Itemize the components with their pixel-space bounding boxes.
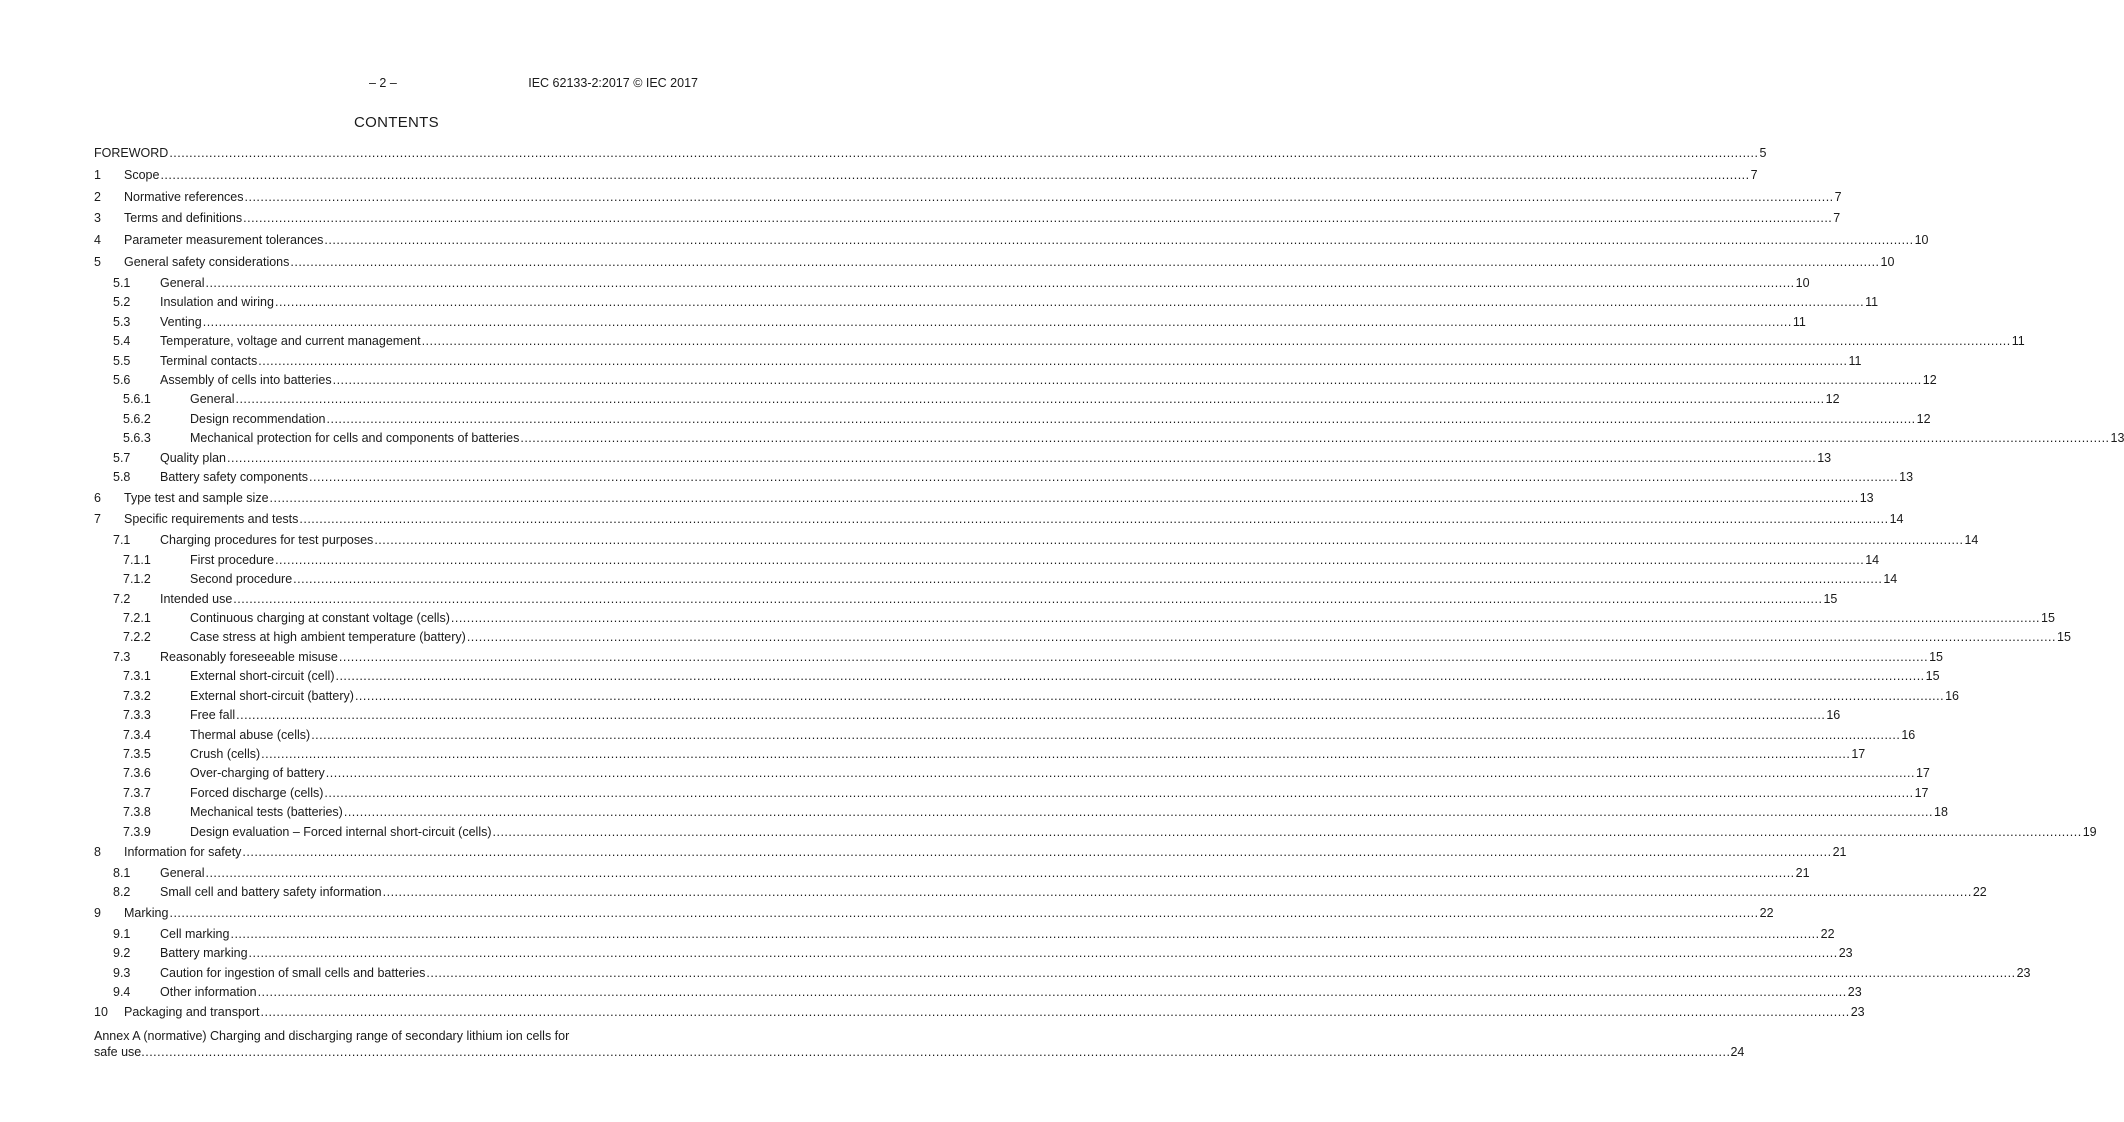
toc-entry-title: Scope — [124, 165, 160, 187]
toc-entry-title: Specific requirements and tests — [124, 509, 299, 531]
toc-entry-page: 11 — [1792, 314, 1806, 329]
dot-leader: ................................................................................................................................................................................................................................................................................................................................................................................................................ — [205, 275, 1795, 290]
toc-entry-number: 9.4 — [113, 984, 131, 999]
dot-leader: ................................................................................................................................................................................................................................................................................................................................................................................................................ — [233, 591, 1823, 606]
dot-leader: ................................................................................................................................................................................................................................................................................................................................................................................................................ — [335, 669, 1925, 684]
toc-entry[interactable] — [94, 551, 1880, 570]
toc-entry[interactable] — [94, 803, 1948, 822]
toc-entry-number: 7 — [94, 512, 101, 527]
toc-entry[interactable] — [94, 313, 1806, 332]
toc-entry-page: 17 — [1914, 785, 1929, 800]
toc-entry[interactable] — [94, 509, 1904, 531]
toc-entry-page: 7 — [1834, 189, 1842, 204]
toc-entry-title: Terminal contacts — [160, 352, 258, 371]
toc-entry-number: 5.3 — [113, 314, 131, 329]
toc-entry[interactable] — [94, 590, 1838, 609]
toc-entry[interactable] — [94, 964, 2031, 983]
table-of-contents — [94, 143, 2124, 1060]
toc-entry-title: Mechanical protection for cells and components of batteries — [190, 429, 520, 448]
toc-entry-number: 9 — [94, 905, 101, 920]
toc-entry-number: 9.2 — [113, 946, 131, 961]
toc-entry-page: 23 — [1838, 946, 1853, 961]
dot-leader: ................................................................................................................................................................................................................................................................................................................................................................................................................ — [326, 411, 1916, 426]
toc-entry-page: 7 — [1750, 167, 1758, 182]
toc-entry-page: 12 — [1922, 372, 1937, 387]
toc-entry-number: 5.6.1 — [123, 392, 151, 407]
toc-entry[interactable] — [94, 371, 1937, 390]
toc-entry-title: Assembly of cells into batteries — [160, 371, 333, 390]
toc-entry-number: 1 — [94, 167, 101, 182]
toc-entry-number: 4 — [94, 233, 101, 248]
toc-entry-page: 14 — [1889, 512, 1904, 527]
toc-entry[interactable] — [94, 390, 1840, 409]
dot-leader: ................................................................................................................................................................................................................................................................................................................................................................................................................ — [421, 334, 2011, 349]
toc-entry-page: 12 — [1825, 392, 1840, 407]
toc-entry-page: 11 — [1848, 353, 1862, 368]
toc-entry-title: Marking — [124, 903, 169, 925]
toc-entry-title: Normative references — [124, 187, 245, 209]
dot-leader: ................................................................................................................................................................................................................................................................................................................................................................................................................ — [202, 314, 1792, 329]
toc-entry-page: 18 — [1934, 805, 1948, 820]
toc-entry[interactable] — [94, 143, 1767, 165]
dot-leader: ................................................................................................................................................................................................................................................................................................................................................................................................................ — [332, 372, 1922, 387]
toc-entry-title: General — [160, 864, 205, 883]
dot-leader: ................................................................................................................................................................................................................................................................................................................................................................................................................ — [244, 189, 1834, 204]
toc-entry-title: External short-circuit (battery) — [190, 687, 355, 706]
toc-entry-number: 5.5 — [113, 353, 131, 368]
toc-entry-title: Over-charging of battery — [190, 764, 326, 783]
dot-leader: ................................................................................................................................................................................................................................................................................................................................................................................................................ — [311, 727, 1901, 742]
toc-entry-page: 14 — [1964, 533, 1979, 548]
toc-entry-number: 5.6 — [113, 372, 131, 387]
toc-entry[interactable] — [94, 983, 1862, 1002]
toc-entry-title: Packaging and transport — [124, 1002, 261, 1024]
toc-entry-number: 7.3.5 — [123, 747, 151, 761]
annex-page: 24 — [1730, 1045, 1745, 1060]
toc-entry-title: Thermal abuse (cells) — [190, 726, 311, 745]
toc-entry-title: Cell marking — [160, 925, 230, 944]
toc-entry[interactable] — [94, 531, 1979, 550]
dot-leader: ................................................................................................................................................................................................................................................................................................................................................................................................................ — [343, 805, 1934, 820]
toc-entry-title: Information for safety — [124, 842, 242, 864]
toc-entry-title: Mechanical tests (batteries) — [190, 803, 344, 822]
toc-entry-page: 12 — [1916, 411, 1931, 426]
toc-entry-page: 10 — [1914, 233, 1929, 248]
toc-entry[interactable] — [94, 648, 1943, 667]
toc-entry-number: 7.2.1 — [123, 610, 151, 625]
dot-leader: ................................................................................................................................................................................................................................................................................................................................................................................................................ — [160, 167, 1750, 182]
toc-entry-number: 7.1 — [113, 533, 131, 548]
dot-leader: ................................................................................................................................................................................................................................................................................................................................................................................................................ — [450, 610, 2041, 625]
toc-entry-title: Design recommendation — [190, 410, 327, 429]
dot-leader: ................................................................................................................................................................................................................................................................................................................................................................................................................ — [354, 688, 1945, 703]
dot-leader: ................................................................................................................................................................................................................................................................................................................................................................................................................ — [248, 946, 1838, 961]
dot-leader: ................................................................................................................................................................................................................................................................................................................................................................................................................ — [205, 865, 1795, 880]
toc-entry-number: 5.4 — [113, 334, 131, 349]
toc-entry-page: 17 — [1851, 747, 1866, 761]
toc-entry-number: 9.3 — [113, 965, 131, 980]
toc-entry-title: Forced discharge (cells) — [190, 784, 324, 803]
toc-entry-number: 5.8 — [113, 470, 131, 485]
toc-entry[interactable] — [94, 706, 1841, 725]
dot-leader: ................................................................................................................................................................................................................................................................................................................................................................................................................ — [324, 785, 1914, 800]
toc-entry-title: Free fall — [190, 706, 236, 725]
toc-entry[interactable] — [94, 429, 2124, 448]
dot-leader: ................................................................................................................................................................................................................................................................................................................................................................................................................ — [235, 392, 1825, 407]
dot-leader: ................................................................................................................................................................................................................................................................................................................................................................................................................ — [141, 1045, 1731, 1060]
annex-title-line2: safe use — [94, 1045, 142, 1060]
annex-title-line1: Annex A (normative) Charging and discharging range of secondary lithium ion cells for — [94, 1029, 570, 1044]
toc-entry[interactable] — [94, 332, 2025, 351]
toc-entry-title: Case stress at high ambient temperature (battery) — [190, 628, 467, 647]
toc-entry-title: Intended use — [160, 590, 233, 609]
toc-entry-number: 5.1 — [113, 275, 131, 290]
dot-leader: ................................................................................................................................................................................................................................................................................................................................................................................................................ — [374, 533, 1964, 548]
toc-entry[interactable] — [94, 764, 1930, 783]
toc-entry[interactable] — [94, 842, 1847, 864]
toc-entry[interactable] — [94, 864, 1810, 883]
toc-entry-page: 13 — [2110, 431, 2124, 446]
toc-entry-title: Venting — [160, 313, 203, 332]
dot-leader: ................................................................................................................................................................................................................................................................................................................................................................................................................ — [299, 512, 1889, 527]
toc-entry-page: 23 — [2016, 965, 2031, 980]
dot-leader: ................................................................................................................................................................................................................................................................................................................................................................................................................ — [492, 824, 2082, 839]
toc-entry-title: FOREWORD — [94, 143, 169, 165]
toc-entry-title: Continuous charging at constant voltage (cells) — [190, 609, 451, 628]
dot-leader: ................................................................................................................................................................................................................................................................................................................................................................................................................ — [260, 1005, 1850, 1020]
toc-entry-title: Insulation and wiring — [160, 293, 275, 312]
toc-entry[interactable] — [94, 230, 1929, 252]
toc-entry[interactable] — [94, 903, 1774, 925]
toc-entry-title: Second procedure — [190, 570, 293, 589]
toc-entry-title: Reasonably foreseeable misuse — [160, 648, 339, 667]
toc-entry-title: Other information — [160, 983, 258, 1002]
toc-entry-number: 5.2 — [113, 295, 131, 310]
toc-entry-title: Small cell and battery safety information — [160, 883, 383, 902]
toc-entry-number: 7.3.1 — [123, 669, 151, 684]
dot-leader: ................................................................................................................................................................................................................................................................................................................................................................................................................ — [227, 450, 1817, 465]
toc-entry-title: External short-circuit (cell) — [190, 667, 335, 686]
toc-entry-page: 10 — [1795, 275, 1810, 290]
toc-entry[interactable] — [94, 410, 1931, 429]
toc-entry-number: 8.2 — [113, 885, 131, 900]
toc-entry-number: 7.2 — [113, 591, 131, 606]
toc-entry-number: 5 — [94, 254, 101, 269]
toc-entry-page: 21 — [1795, 865, 1810, 880]
toc-entry-page: 11 — [1865, 295, 1879, 310]
toc-entry[interactable] — [94, 187, 1842, 209]
dot-leader: ................................................................................................................................................................................................................................................................................................................................................................................................................ — [382, 885, 1972, 900]
dot-leader: ................................................................................................................................................................................................................................................................................................................................................................................................................ — [290, 254, 1880, 269]
page-header — [94, 76, 698, 92]
toc-entry-title: Crush (cells) — [190, 745, 261, 764]
toc-entry-number: 7.3.8 — [123, 805, 151, 820]
page-number: – 2 – — [369, 76, 397, 90]
toc-entry[interactable] — [94, 784, 1929, 803]
toc-entry[interactable] — [94, 609, 2055, 628]
toc-entry-number: 2 — [94, 189, 101, 204]
dot-leader: ................................................................................................................................................................................................................................................................................................................................................................................................................ — [257, 984, 1847, 999]
toc-entry-title: First procedure — [190, 551, 275, 570]
toc-entry[interactable] — [94, 628, 2071, 647]
dot-leader: ................................................................................................................................................................................................................................................................................................................................................................................................................ — [236, 708, 1826, 723]
dot-leader: ................................................................................................................................................................................................................................................................................................................................................................................................................ — [466, 630, 2056, 645]
toc-entry-number: 9.1 — [113, 926, 131, 941]
toc-entry-number: 7.3.4 — [123, 727, 151, 742]
toc-entry-page: 15 — [1925, 669, 1940, 684]
toc-entry-page: 13 — [1899, 470, 1914, 485]
toc-entry[interactable] — [94, 726, 1916, 745]
toc-entry-title: General — [190, 390, 235, 409]
toc-entry-number: 7.1.1 — [123, 552, 151, 567]
toc-entry-page: 22 — [1820, 926, 1835, 941]
toc-entry-page: 16 — [1945, 688, 1960, 703]
dot-leader: ................................................................................................................................................................................................................................................................................................................................................................................................................ — [426, 965, 2016, 980]
toc-entry[interactable] — [94, 165, 1758, 187]
toc-entry-number: 7.3.7 — [123, 785, 151, 800]
toc-entry-page: 15 — [1929, 649, 1943, 664]
toc-entry-page: 13 — [1817, 450, 1832, 465]
dot-leader: ................................................................................................................................................................................................................................................................................................................................................................................................................ — [338, 649, 1929, 664]
toc-entry-title: Charging procedures for test purposes — [160, 531, 374, 550]
toc-entry-page: 16 — [1826, 708, 1841, 723]
toc-entry-page: 14 — [1865, 552, 1880, 567]
toc-entry-page: 21 — [1832, 845, 1847, 860]
dot-leader: ................................................................................................................................................................................................................................................................................................................................................................................................................ — [258, 353, 1848, 368]
toc-entry-page: 13 — [1859, 490, 1874, 505]
toc-entry[interactable] — [94, 667, 1940, 686]
dot-leader: ................................................................................................................................................................................................................................................................................................................................................................................................................ — [169, 146, 1759, 160]
toc-entry-number: 7.3 — [113, 649, 131, 664]
dot-leader: ................................................................................................................................................................................................................................................................................................................................................................................................................ — [243, 211, 1833, 226]
dot-leader: ................................................................................................................................................................................................................................................................................................................................................................................................................ — [309, 470, 1899, 485]
dot-leader: ................................................................................................................................................................................................................................................................................................................................................................................................................ — [269, 490, 1859, 505]
dot-leader: ................................................................................................................................................................................................................................................................................................................................................................................................................ — [324, 233, 1914, 248]
toc-entry[interactable] — [94, 687, 1960, 706]
toc-entry-title: General — [160, 274, 205, 293]
toc-entry[interactable] — [94, 352, 1862, 371]
toc-entry-title: Parameter measurement tolerances — [124, 230, 324, 252]
toc-entry-title: Battery safety components — [160, 468, 309, 487]
toc-entry-title: Battery marking — [160, 944, 249, 963]
dot-leader: ................................................................................................................................................................................................................................................................................................................................................................................................................ — [520, 431, 2110, 446]
toc-entry-page: 14 — [1883, 572, 1898, 587]
toc-entry-number: 10 — [94, 1005, 108, 1020]
toc-entry-number: 6 — [94, 490, 101, 505]
toc-entry[interactable] — [94, 468, 1914, 487]
toc-entry-title: Temperature, voltage and current management — [160, 332, 422, 351]
toc-entry-page: 15 — [1823, 591, 1838, 606]
toc-entry[interactable] — [94, 449, 1832, 468]
toc-annex-entry[interactable] — [94, 1028, 1745, 1060]
toc-entry-page: 5 — [1759, 146, 1767, 160]
toc-entry-number: 5.6.3 — [123, 431, 151, 446]
toc-entry-number: 7.3.6 — [123, 766, 151, 781]
toc-entry[interactable] — [94, 293, 1879, 312]
toc-entry[interactable] — [94, 745, 1866, 764]
toc-entry-page: 10 — [1880, 254, 1895, 269]
toc-entry[interactable] — [94, 208, 1841, 230]
toc-entry-number: 8 — [94, 845, 101, 860]
toc-entry[interactable] — [94, 570, 1898, 589]
toc-entry-title: Terms and definitions — [124, 208, 243, 230]
toc-entry-page: 15 — [2057, 630, 2071, 645]
toc-entry[interactable] — [94, 823, 2097, 842]
toc-entry-number: 7.1.2 — [123, 572, 151, 587]
toc-entry-page: 22 — [1759, 905, 1774, 920]
toc-entry-page: 7 — [1833, 211, 1841, 226]
toc-entry-page: 15 — [2041, 610, 2055, 625]
dot-leader: ................................................................................................................................................................................................................................................................................................................................................................................................................ — [293, 572, 1883, 587]
toc-entry-title: Design evaluation – Forced internal short-circuit (cells) — [190, 823, 493, 842]
dot-leader: ................................................................................................................................................................................................................................................................................................................................................................................................................ — [275, 552, 1865, 567]
toc-entry-title: Type test and sample size — [124, 488, 270, 510]
toc-entry-page: 11 — [2011, 334, 2025, 349]
dot-leader: ................................................................................................................................................................................................................................................................................................................................................................................................................ — [169, 905, 1759, 920]
toc-entry-page: 23 — [1847, 984, 1862, 999]
toc-entry-title: Quality plan — [160, 449, 227, 468]
toc-entry[interactable] — [94, 274, 1810, 293]
toc-entry[interactable] — [94, 1002, 1865, 1024]
toc-entry-page: 16 — [1901, 727, 1916, 742]
dot-leader: ................................................................................................................................................................................................................................................................................................................................................................................................................ — [261, 747, 1851, 761]
toc-entry[interactable] — [94, 252, 1895, 274]
toc-entry-number: 7.3.9 — [123, 824, 151, 839]
toc-entry-number: 7.3.3 — [123, 708, 151, 723]
toc-entry-page: 22 — [1972, 885, 1987, 900]
toc-entry-number: 8.1 — [113, 865, 131, 880]
toc-entry-page: 19 — [2082, 824, 2097, 839]
dot-leader: ................................................................................................................................................................................................................................................................................................................................................................................................................ — [242, 845, 1832, 860]
toc-entry[interactable] — [94, 944, 1853, 963]
toc-entry-title: General safety considerations — [124, 252, 290, 274]
document-reference: IEC 62133-2:2017 © IEC 2017 — [528, 76, 698, 90]
dot-leader: ................................................................................................................................................................................................................................................................................................................................................................................................................ — [274, 295, 1865, 310]
dot-leader: ................................................................................................................................................................................................................................................................................................................................................................................................................ — [325, 766, 1915, 781]
toc-entry-number: 7.2.2 — [123, 630, 151, 645]
toc-entry[interactable] — [94, 925, 1835, 944]
toc-entry-number: 5.6.2 — [123, 411, 151, 426]
toc-entry-page: 23 — [1850, 1005, 1865, 1020]
contents-title: CONTENTS — [354, 114, 439, 131]
toc-entry-title: Caution for ingestion of small cells and batteries — [160, 964, 426, 983]
toc-entry[interactable] — [94, 883, 1987, 902]
toc-entry-number: 7.3.2 — [123, 688, 151, 703]
toc-entry-number: 3 — [94, 211, 101, 226]
dot-leader: ................................................................................................................................................................................................................................................................................................................................................................................................................ — [230, 926, 1820, 941]
toc-entry[interactable] — [94, 488, 1874, 510]
toc-entry-number: 5.7 — [113, 450, 131, 465]
toc-entry-page: 17 — [1915, 766, 1930, 781]
